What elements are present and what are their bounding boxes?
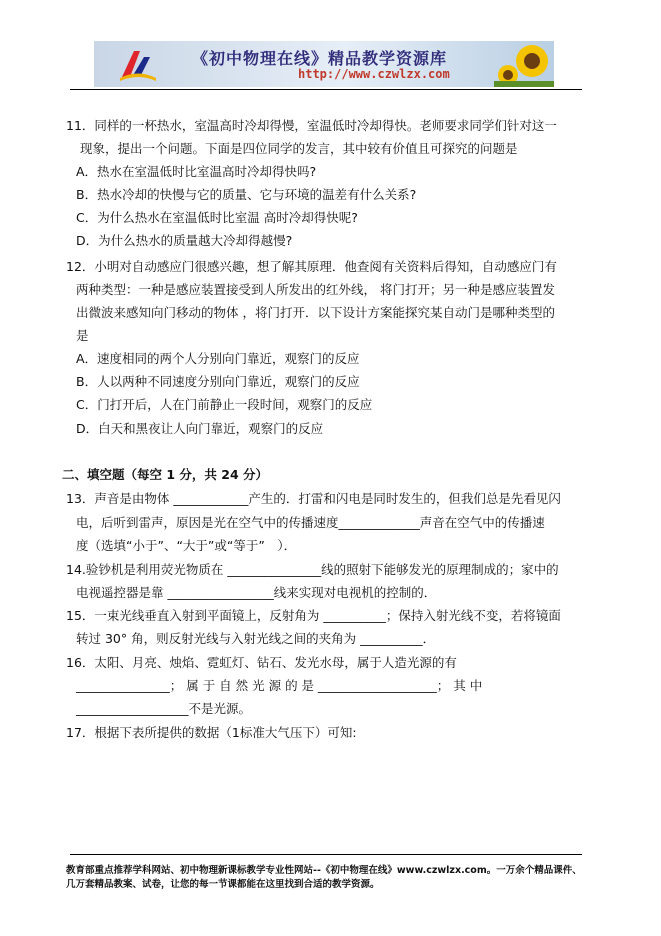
question-16-line-2: _______________； 属 于 自 然 光 源 的 是 ___________________； 其 中 <box>76 678 483 693</box>
question-15-line-2: 转过 30° 角，则反射光线与入射光线之间的夹角为 __________． <box>76 631 436 646</box>
question-11-option-d: D．为什么热水的质量越大冷却得越慢? <box>76 233 293 248</box>
question-13-line-1: 13．声音是由物体 ____________产生的．打雷和闪电是同时发生的，但我们总是先看见闪 <box>66 491 561 506</box>
footer-line-1: 教育部重点推荐学科网站、初中物理新课标教学专业性网站--《初中物理在线》www.czwlzx.com。一万余个精品课件、 <box>66 865 582 876</box>
question-16-line-1: 16．太阳、月亮、烛焰、霓虹灯、钻石、发光水母，属于人造光源的有 <box>66 655 457 670</box>
question-12-line-3: 出微波来感知向门移动的物体 ，将门打开．以下设计方案能探究某自动门是哪种类型的 <box>76 305 555 320</box>
question-14-line-1: 14.验钞机是利用荧光物质在 _______________线的照射下能够发光的原理制成的；家中的 <box>66 562 559 577</box>
question-12-line-2: 两种类型：一种是感应装置接受到人所发出的红外线， 将门打开；另一种是感应装置发 <box>76 282 555 297</box>
question-16-line-3: __________________不是光源。 <box>76 701 252 716</box>
question-12-line-1: 12．小明对自动感应门很感兴趣，想了解其原理．他查阅有关资料后得知，自动感应门有 <box>66 259 557 274</box>
question-12-option-c: C．门打开后，人在门前静止一段时间，观察门的反应 <box>76 397 373 412</box>
question-14-line-2: 电视遥控器是靠 _________________线来实现对电视机的控制的． <box>76 585 437 600</box>
header-rule <box>70 89 582 90</box>
question-12-option-d: D．白天和黑夜让人向门靠近，观察门的反应 <box>76 421 324 436</box>
question-11-option-c: C．为什么热水在室温低时比室温 高时冷却得快呢? <box>76 210 358 225</box>
question-13-line-3: 度（选填“小于”、“大于”或“等于” ）． <box>76 538 297 553</box>
question-11-option-b: B．热水冷却的快慢与它的质量、它与环境的温差有什么关系? <box>76 187 417 202</box>
question-15-line-1: 15．一束光线垂直入射到平面镜上，反射角为 __________；保持入射光线不变，若将镜面 <box>66 608 561 623</box>
question-11-line-2: 现象，提出一个问题。下面是四位同学的发言，其中较有价值且可探究的问题是 <box>80 141 518 156</box>
question-12-option-a: A．速度相同的两个人分别向门靠近，观察门的反应 <box>76 351 360 366</box>
site-logo-icon <box>118 47 158 83</box>
banner-url: http://www.czwlzx.com <box>298 67 450 81</box>
question-17-line-1: 17．根据下表所提供的数据（1标准大气压下）可知: <box>66 725 357 740</box>
question-12-option-b: B．人以两种不同速度分别向门靠近，观察门的反应 <box>76 374 360 389</box>
banner-title: 《初中物理在线》精品教学资源库 <box>192 49 448 68</box>
footer-rule <box>70 854 582 855</box>
section-heading: 二、填空题（每空 1 分，共 24 分） <box>62 467 269 482</box>
question-13-line-2: 电，后听到雷声，原因是光在空气中的传播速度_____________声音在空气中的传播速 <box>76 515 545 530</box>
sunflower-icon <box>494 41 554 87</box>
footer-line-2: 几万套精品教案、试卷，让您的每一节课都能在这里找到合适的教学资源。 <box>66 879 380 890</box>
question-11-line-1: 11．同样的一杯热水，室温高时冷却得慢，室温低时冷却得快。老师要求同学们针对这一 <box>66 118 557 133</box>
question-12-line-4: 是 <box>76 328 89 343</box>
header-banner <box>94 41 554 87</box>
question-11-option-a: A．热水在室温低时比室温高时冷却得快吗? <box>76 164 317 179</box>
